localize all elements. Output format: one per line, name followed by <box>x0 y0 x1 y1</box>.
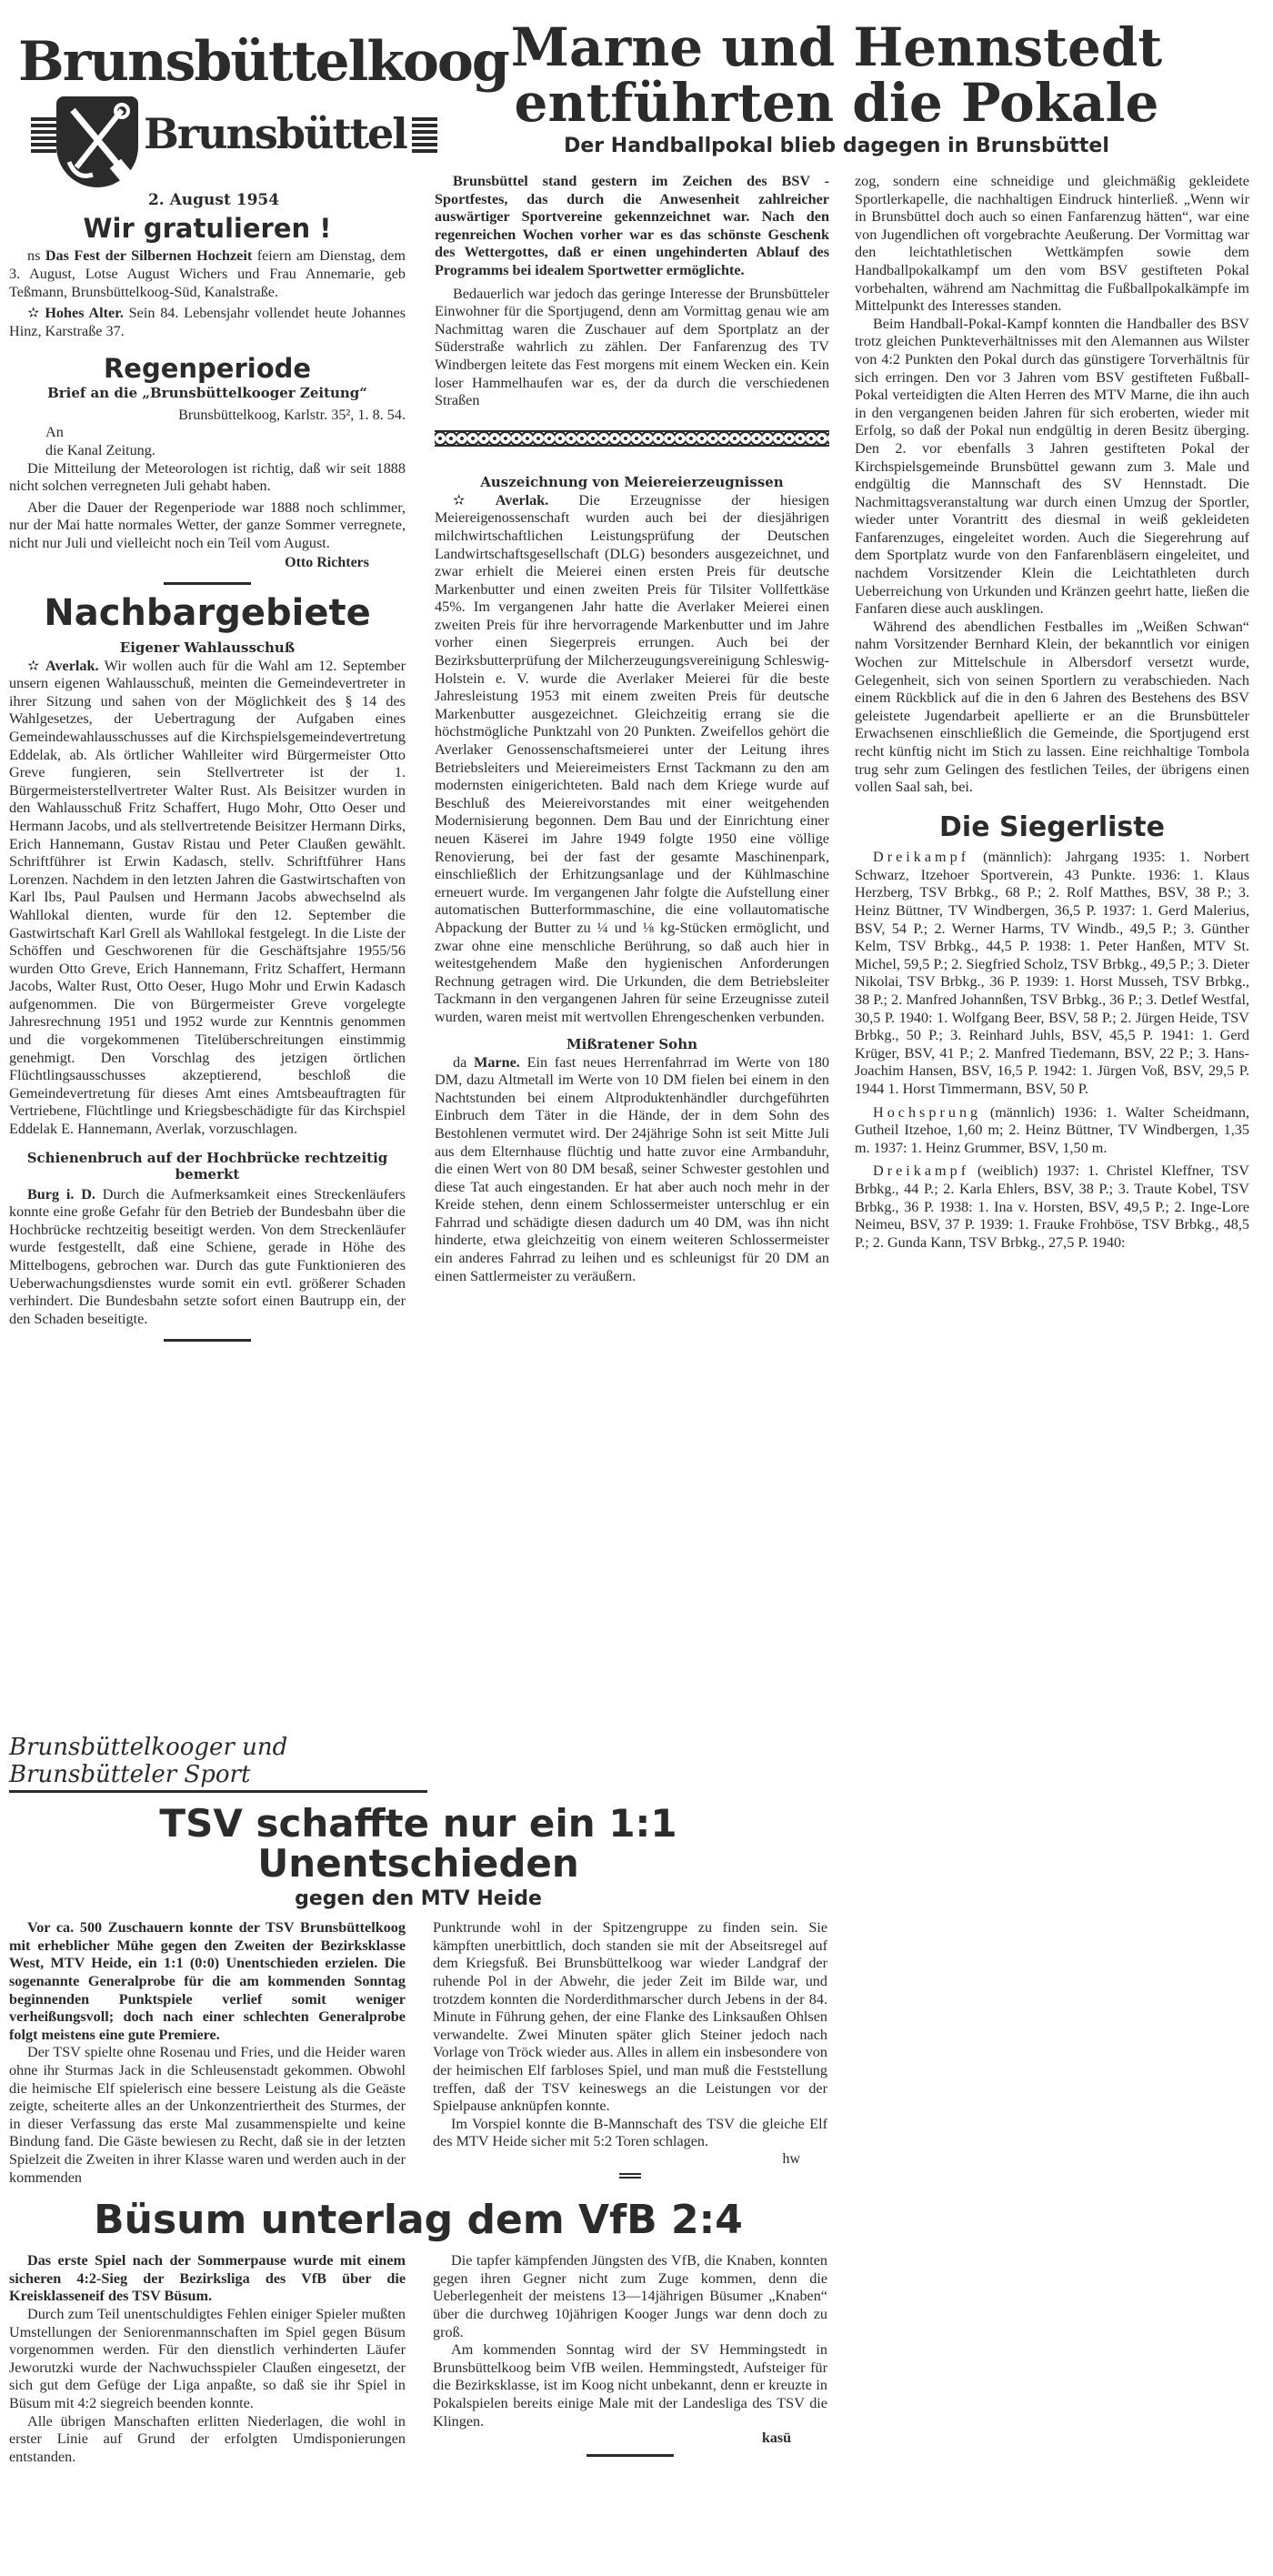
buesum-lead: Das erste Spiel nach der Sommerpause wurde mit einem sicheren 4:2-Sieg der Bezirksliga des VfB über die Kreisklasseneif des TSV Büsum. <box>9 2252 406 2305</box>
schienenbruch-article <box>9 1186 406 1329</box>
buesum-column-1 <box>9 2252 406 2466</box>
buesum-paragraph-3: Die tapfer kämpfenden Jüngsten des VfB, die Knaben, konnten gegen ihren Gegner nicht zum Zuge kommen, denn die Ueberlegenheit der meistens 13—14jährigen Büsumer „Knaben“ über die durchweg 10jährigen Kooger Jungs war denn doch zu groß. <box>433 2252 827 2340</box>
sport-section <box>9 1734 827 2466</box>
pokale-lead: Brunsbüttel stand gestern im Zeichen des BSV - Sportfestes, das durch die Anwesenheit zahlreicher auswärtiger Sportvereine gekennzeichnet war. Nach den regenreichen Wochen vorher war es das schönste Geschenk des Wettergottes, daß er einen ungehinderten Ablauf des Programms bei idealem Sportwetter ermöglichte. <box>435 173 829 278</box>
siegerliste-hochsprung <box>855 1104 1249 1158</box>
results-text: (männlich): Jahrgang 1935: 1. Norbert Schwarz, Itzehoer Sportverein, 43 Punkte. 1936: 1. Klaus Herzberg, TSV Brbkg., 68 P.; 2. Rolf Matthes, BSV, 38 P.; 3. Heinz Büttner, TV Windbergen, 36,5 P. 1937: 1. Gerd Malerius, BSV, 54 P.; 2. Werner Harms, TV Windb., 49,5 P.; 3. Günther Kelm, TSV Brbkg., 44,5 P. 1938: 1. Peter Hanßen, MTV St. Michel, 59,5 P.; 2. Siegfried Scholz, TSV Brbkg., 49,5 P.; 3. Dieter Nikolai, TSV Brbkg., 36 P. 1939: 1. Horst Musseh, TSV Brbkg., 38 P.; 2. Manfred Johannßen, TSV Brbkg., 36 P.; 3. Detlef Westfal, 30,5 P. 1940: 1. Wolfgang Beer, BSV, 58 P.; 2. Jürgen Heide, TSV Brbkg., 50 P.; 3. Reinhard Juhls, BSV, 45,5 P. 1941: 1. Gerd Krüger, BSV, 41 P.; 2. Manfred Tiedemann, BSV, 22 P.; 3. Hans-Joachim Hansen, BSV, 16,5 P. 1942: 1. Jürgen Voß, BSV, 29,5 P. 1944 1. Horst Timmermann, BSV, 50 P. <box>855 849 1250 1097</box>
tsv-subheadline: gegen den MTV Heide <box>295 1887 542 1911</box>
siegerliste-dreikampf-maennlich <box>855 849 1249 1098</box>
divider <box>164 1339 251 1342</box>
meierei-article <box>435 492 829 1027</box>
ornamental-divider <box>435 430 829 447</box>
tsv-lead: Vor ca. 500 Zuschauern konnte der TSV Brunsbüttelkoog mit erheblicher Mühe gegen den Zweiten der Bezirksklasse West, MTV Heide, ein 1:1 (0:0) Unentschieden erzielen. Die sogenannte Generalprobe für die am kommenden Sonntag beginnenden Punktspiele verlief somit weniger verheißungsvoll; doch nach einer schlechten Generalprobe folgt meistens eine gute Premiere. <box>9 1919 406 2043</box>
article-text: Die Erzeugnisse der hiesigen Meiereigenossenschaft wurden auch bei der diesjährigen milchwirtschaftlichen Leistungsprüfung der Deutschen Landwirtschaftsgesellschaft (DLG) besonders ausgezeichnet, und zwar erhielt die Meierei einen ersten Preis für deutsche Markenbutter und einen zweiten Preis für Tilsiter Vollfettkäse 45%. Im vergangenen Jahr hatte die Averlaker Meierei einen zweiten Preis für ihre hervorragende Markenbutter und im Jahre vorher einen Siegerpreis errungen. Auch bei der Bezirksbutterprüfung der Milcherzeugungsvereinigung Schleswig-Holstein e. V. wurde die Averlaker Meierei für die beste Jahresleistung 1953 mit einem zweiten Preis für deutsche Markenbutter ausgezeichnet. Gleichzeitig errang sie die höchstmögliche Punktzahl von 20 Punkten. Zweifellos gehört die Averlaker Genossenschaftsmeierei unter der Leitung ihres Betriebsleiters und Meiereimeisters Ernst Tackmann zu den am modernsten einigerichteten. Bald nach dem Kriege wurde auf Beschluß des Meiereivorstandes mit einer weitgehenden Modernisierung begonnen. Dem Bau und der Einrichtung einer neuen Käserei im Jahre 1949 folgte 1950 eine völlige Renovierung, bei der fast der gesamte Maschinenpark, einschließlich der Erhitzungsanlage und der Kühlmaschine erneuert wurde. Im vergangenen Jahr folgte die Aufstellung einer automatischen Butterformmaschine, die eine vollautomatische Abpackung der Butter zu ¼ und ⅛ kg-Stücken ermöglicht, und zwar ohne eine menschliche Berührung, so daß auch hier in weitestgehendem Maße den hygienischen Anforderungen Rechnung getragen wird. Die Urkunden, die dem Betriebsleiter Tackmann in den vergangenen Jahren für seine Erzeugnisse zuteil wurden, waren meist mit wertvollen Ehrengeschenken verbunden. <box>435 491 829 1025</box>
tsv-column-1 <box>9 1919 406 2187</box>
buesum-signature: kasü <box>761 2430 791 2447</box>
issue-date: 2. August 1954 <box>147 191 280 209</box>
gratulieren-heading: Wir gratulieren ! <box>83 213 332 244</box>
article-text: Wir wollen auch für die Wahl am 12. September unsern eigenen Wahlausschuß, meinten die Gemeindevertreter in ihrer Sitzung und sahen von der Möglichkeit des § 14 des Wahlgesetzes, der Uebertragung der Aufgaben eines Gemeindewahlausschusses auf die Kirchspielsgemeindevertretung Eddelak, ab. Als örtlicher Wahlleiter wird Bürgermeister Otto Greve fungieren, sein Stellvertreter ist der 1. Bürgermeisterstellvertreter Walter Rust. Als Beisitzer wurden in den Wahlausschuß Fritz Schaffert, Hugo Mohr, Otto Oeser und Hermann Jacobs, und als stellvertretende Beisitzer Hermann Dirks, Erich Hannemann, Gustav Ristau und Peter Claußen gewählt. Schriftführer ist Erwin Kadasch, stellv. Schriftführer Hans Lorenzen. Nachdem in den letzten Jahren die Gastwirtschaften von Karl Ibs, Paul Paulsen und Hermann Jacobs abwechselnd als Wahllokal dienten, wurde für den 12. September die Gastwirtschaft Karl Grell als Wahllokal festgelegt. In die Liste der Schöffen und Geschworenen für die Geschäftsjahre 1955/56 wurden Otto Greve, Erich Hannemann, Fritz Schaffert, Hermann Jacobs, Walter Rust, Otto Oeser, Hugo Mohr und Erwin Kadasch aufgenommen. Die von Bürgermeister Greve vorgelegte Jahresrechnung 1951 und 1952 wurde zur Kenntnis genommen und die vorgekommenen Titelüberschreitungen einstimmig genehmigt. Den Vorschlag des jetzigen örtlichen Flüchtlingsausschusses akzeptierend, beschloß die Gemeindevertretung für dieses Amt eines Amtsbeauftragten für Vertriebene, Flüchtlinge und Kriegsbeschädigte für das Kirchspiel Eddelak E. Hannemann, Averlak, vorzuschlagen. <box>9 657 406 1138</box>
siegerliste-heading: Die Siegerliste <box>939 810 1165 843</box>
wahlausschuss-subtitle: Eigener Wahlausschuß <box>119 639 296 656</box>
pokale-paragraph-3: Während des abendlichen Festballes im „Weißen Schwan“ nahm Vorsitzender Bernhard Klein, der bekanntlich vor einigen Wochen zur Mittelschule in Albersdorf versetzt wurde, Gelegenheit, sich von seinen Sportlern zu verabschieden. Nach einem Rückblick auf die in den 6 Jahren des Bestehens des BSV geleistete Jugendarbeit apellierte er an die Brunsbütteler Erwachsenen einschließlich die Gemeinde, die Sportjugend erst recht künftig nicht im Stich zu lassen. Eine reichhaltige Tombola trug sehr zum Gelingen des festlichen Teiles, der übrigens einen vollen Saal sah, bei. <box>855 618 1249 796</box>
star-icon: ✫ <box>27 657 40 674</box>
letter-signature: Otto Richters <box>285 554 369 570</box>
letter-paragraph-1: Die Mitteilung der Meteorologen ist richtig, daß wir seit 1888 nicht solchen verregneten Juli gehabt haben. <box>9 459 406 495</box>
masthead-title-line1: Brunsbüttelkoog <box>18 30 508 94</box>
article-text: Durch die Aufmerksamkeit eines Streckenläufers konnte eine große Gefahr für den Betrieb der Bundesbahn über die Hochbrücke rechtzeitig beseitigt werden. Von dem Streckenläufer wurde festgestellt, daß eine Schiene, gerade in Höhe des Mittelbogens, gebrochen war. Durch das gute Funktionieren des Ueberwachungsdienstes wurde somit ein evtl. größerer Schaden verhindert. Die Bundesbahn setzte sofort einen Bautrupp ein, der den Schaden beseitigte. <box>9 1185 406 1327</box>
pokale-headline-line1: Marne und Hennstedt <box>510 16 1163 78</box>
divider <box>586 2454 674 2457</box>
letter-paragraph-2: Aber die Dauer der Regenperiode war 1888 noch schlimmer, nur der Mai hatte normales Wetter, der ganze Sommer verregnete, nicht nur Juli und vielleicht noch ein Teil vom August. <box>9 498 406 551</box>
dateline: Marne. <box>474 1053 520 1071</box>
discipline-label: Dreikampf <box>873 1162 970 1180</box>
pokale-subheadline: Der Handballpokal blieb dagegen in Brunsbüttel <box>564 134 1109 157</box>
pokale-paragraph-1-continued: zog, sondern eine schneidige und gleichmäßig gekleidete Sportlerkapelle, die nachhaltigen Eindruck hinterließ. „Wenn wir in Brunsbüttel doch auch so einen Fanfarenzug hätten“, war eine von Jugendlichen oft vorgebrachte Aeußerung. Der Vormittag war den leichtathletischen Wettkämpfen sowie dem Handballpokalkampf um den vom BSV gestifteten Pokal vorbehalten, während am Nachmittag die Fußballpokalkämpfe im Mittelpunkt des Interesses standen. <box>855 173 1249 315</box>
discipline-label: Dreikampf <box>873 849 970 866</box>
right-column <box>855 173 1249 1252</box>
tsv-columns <box>9 1919 827 2187</box>
wahlausschuss-article <box>9 658 406 1139</box>
gratulieren-paragraph-1 <box>9 247 406 301</box>
regenperiode-subtitle: Brief an die „Brunsbüttelkooger Zeitung“ <box>47 384 367 401</box>
results-text: (männlich) 1936: 1. Walter Scheidmann, Gutheil Itzehoe, 1,60 m; 2. Heinz Büttner, TV Windbergen, 1,35 m. 1937: 1. Heinz Grummer, BSV, 1,50 m. <box>855 1103 1250 1156</box>
left-column <box>9 215 406 1342</box>
dateline: Averlak. <box>495 491 549 508</box>
dateline: Averlak. <box>45 657 99 674</box>
pokale-headline-block <box>427 16 1246 157</box>
buesum-column-2 <box>433 2252 827 2457</box>
article-text: Ein fast neues Herrenfahrrad im Werte von 180 DM, dazu Altmetall im Werte von 10 DM fielen bei einem in den Nachtstunden bei einem Altproduktenhändler durchgeführten Einbruch dem Täter in die Hände, der in dem Sohn des Bestohlenen vermutet wird. Der 24jährige Sohn ist seit Mitte Juli aus dem Elternhause flüchtig und hatte zuvor eine Armbanduhr, die einen Wert von 80 DM besaß, seiner Schwester gestohlen und diese Tat auch eingestanden. Er hat aber auch noch mehr in der Kreide stehen, denn einem Schlossermeister unterschlug er ein Fahrrad und schädigte diesen dadurch um 40 DM, was ihn nicht hinderte, etwa gleichzeitig von einem weiteren Schlossermeister ein anderes Fahrrad zu leihen und es schleunigst für 20 DM an einen Sattlermeister zu veräußern. <box>435 1053 830 1284</box>
anchor-shovel-icon <box>56 96 138 187</box>
coat-of-arms-icon <box>56 96 138 187</box>
tsv-paragraph-1-continued: Punktrunde wohl in der Spitzengruppe zu finden sein. Sie kämpften unerbittlich, doch standen sie mit der Abseitsregel auf dem Kriegsfuß. Bei Brunsbüttelkoog war wieder Landgraf der ruhende Pol in der Abwehr, die jeder Zeit im Bilde war, und trotzdem konnten die Norderdithmarscher durch Jebens in der 84. Minute in Führung gehen, der eine Flanke des Linksaußen Ohlsen verwandelte. Zwei Minuten später glich Steiner jedoch nach Vorlage von Tröck wieder aus. Alles in allem ein insbesondere von der heimischen Elf farbloses Spiel, und man muß die Feststellung treffen, daß der TSV keineswegs an die Leistungen vor der Spielpause anknüpfen konnte. <box>433 1919 827 2115</box>
pokale-headline-line2: entführten die Pokale <box>514 71 1159 134</box>
author-initials: ns <box>27 247 41 265</box>
gratulieren-text: feiern am Dienstag, dem 3. August, Lotse August Wichers und Frau Annemarie, geb Teßmann, Brunsbüttelkoog-Süd, Kanalstraße. <box>9 247 406 300</box>
schienenbruch-subtitle: Schienenbruch auf der Hochbrücke rechtzeitig bemerkt <box>26 1149 388 1182</box>
meierei-subtitle: Auszeichnung von Meiereierzeugnissen <box>480 473 784 490</box>
star-icon: ✫ <box>453 491 466 508</box>
tsv-column-2 <box>433 1919 827 2179</box>
letter-salutation-2: die Kanal Zeitung. <box>45 442 155 459</box>
masthead-title-line2: Brunsbüttel <box>144 109 406 158</box>
discipline-label: Hochsprung <box>873 1103 982 1121</box>
hohes-alter-kicker: Hohes Alter. <box>45 305 124 322</box>
letter-salutation-1: An <box>45 424 64 441</box>
siegerliste-dreikampf-weiblich <box>855 1162 1249 1252</box>
small-ornament <box>619 2171 641 2179</box>
dateline: Burg i. D. <box>27 1185 95 1202</box>
nachbargebiete-heading: Nachbargebiete <box>44 591 371 634</box>
sport-section-header: Brunsbüttelkooger und Brunsbütteler Sport <box>9 1734 427 1793</box>
buesum-paragraph-1: Durch zum Teil unentschuldigtes Fehlen einiger Spieler mußten Umstellungen der Seniorenmannschaften im Spiel gegen Büsum vorgenommen werden. Für den dienstlich verhinderten Läufer Jeworutzki wurde der Nachwuchsspieler Claußen eingesetzt, der sich gut dem Gefüge der Liga anpaßte, so daß sie ihr Spiel in Büsum mit 4:2 siegreich beenden konnte. <box>9 2306 406 2412</box>
star-icon: ✫ <box>27 305 40 322</box>
gratulieren-paragraph-2 <box>9 305 406 340</box>
tsv-paragraph-1: Der TSV spielte ohne Rosenau und Fries, und die Heider waren ohne ihr Sturmas Jack in die Schleusenstadt gekommen. Obwohl die heimische Elf spielerisch eine bessere Leistung als die Geäste zeigte, scheiterte alles an der Unkonzentriertheit des Sturmes, der in dieser Verfassung das erste Mal zusammenspielte und keine Bindung fand. Die Gäste bewiesen zu Recht, daß sie in der letzten Spielzeit die Zweiten in ihrer Klasse waren und werden auch in der kommenden <box>9 2044 406 2186</box>
tsv-signature: hw <box>782 2150 800 2167</box>
pokale-paragraph-2: Beim Handball-Pokal-Kampf konnten die Handballer des BSV trotz gleichen Punkteverhältnisses mit den Alemannen aus Wilster von 4:2 Punkten den Pokal durch das günstigere Torverhältnis für sich erringen. Den vor 3 Jahren vom BSV gestifteten Fußball-Pokal verteidigten die Alten Herren des MTV Marne, die ihn auch in den vergangenen beiden Jahren für sich eroberten, wieder mit Erfolg, so daß der Pokal nun endgültig in deren Besitz überging. Den 2. vor ebenfalls 3 Jahren gestifteten Pokal der Kirchspielsgemeinde Brunsbüttel gewann zum 3. Male und endgültig die Mannschaft des SV Hennstadt. Die Nachmittagsveranstaltung war durch einen Umzug der Sportler, wieder unter Vorantritt des diesmal in weiß gekleideten Fanfarenzuges, eingeleitet worden. Auch die Siegerehrung auf dem Sportplatz wurde von den Fanfarenbläsern eingeleitet, und nachdem Vorsitzender Klein die Leichtathleten durch Ueberreichung von Urkunden und Kränzen geehrt hatte, ließen die Fanfaren diese auch ausklingen. <box>855 315 1249 618</box>
author-initials: da <box>453 1053 467 1071</box>
buesum-paragraph-2: Alle übrigen Manschaften erlitten Niederlagen, die wohl in erster Linie auf Grund der erfolgten Umdisponierungen entstanden. <box>9 2412 406 2465</box>
letter-address: Brunsbüttelkoog, Karlstr. 35², 1. 8. 54. <box>178 406 406 423</box>
sohn-subtitle: Mißratener Sohn <box>566 1035 698 1052</box>
divider <box>164 582 251 585</box>
middle-column <box>435 173 829 1285</box>
buesum-paragraph-4: Am kommenden Sonntag wird der SV Hemmingstedt in Brunsbüttelkoog beim VfB weilen. Hemmingstedt, Aufsteiger für die Bezirksklasse, ist im Koog nicht unbekannt, denn er kreuzte in Pokalspielen bereits einige Male mit der Landesliga des TSV die Klingen. <box>433 2341 827 2430</box>
hohes-alter-text: Sein 84. Lebensjahr vollendet heute Johannes Hinz, Karstraße 37. <box>9 305 406 339</box>
buesum-headline: Büsum unterlag dem VfB 2:4 <box>94 2197 743 2244</box>
masthead-banner-left <box>31 116 56 153</box>
tsv-headline: TSV schaffte nur ein 1:1 Unentschieden <box>159 1801 677 1887</box>
gratulieren-kicker: Das Fest der Silbernen Hochzeit <box>45 247 253 265</box>
results-text: (weiblich) 1937: 1. Christel Kleffner, TSV Brbkg., 44 P.; 2. Karla Ehlers, BSV, 38 P.; 3. Traute Kobel, TSV Brbkg., 36 P. 1938: 1. Ina v. Horsten, BSV, 49,5 P.; 2. Inge-Lore Neimeu, BSV, 37 P. 1939: 1. Frauke Frohböse, TSV Brbkg., 48,5 P.; 2. Gunda Kann, TSV Brbkg., 27,5 P. 1940: <box>855 1162 1249 1251</box>
tsv-paragraph-2: Im Vorspiel konnte die B-Mannschaft des TSV die gleiche Elf des MTV Heide sicher mit 5:2 Toren schlagen. <box>433 2115 827 2150</box>
sohn-article <box>435 1054 829 1286</box>
buesum-columns <box>9 2252 827 2466</box>
regenperiode-heading: Regenperiode <box>103 353 312 385</box>
pokale-paragraph-1: Bedauerlich war jedoch das geringe Interesse der Brunsbütteler Einwohner für die Sportjugend, denn am Vormittag genau wie am Nachmittag waren die Zuschauer auf dem Sportplatz an der Süderstraße wahrlich zu zählen. Der Fanfarenzug des TV Windbergen leitete das Fest morgens mit einem Wecken ein. Kein loser Hammelhaufen war es, der da durch die verschiedenen Straßen <box>435 285 829 409</box>
